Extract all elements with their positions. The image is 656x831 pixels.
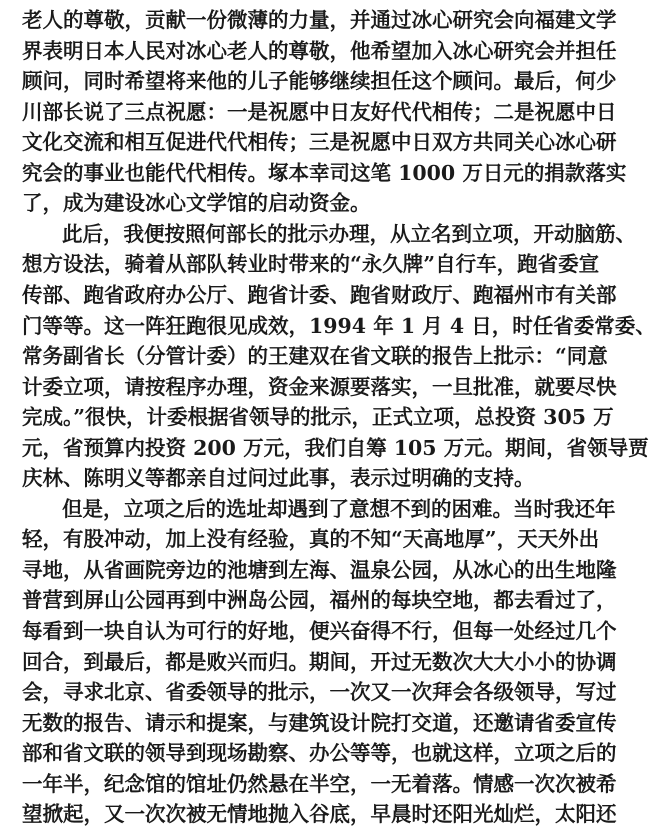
text-line: 庆林、陈明义等都亲自过问过此事，表示过明确的支持。 xyxy=(22,466,535,491)
text-line: 会，寻求北京、省委领导的批示，一次又一次拜会各级领导，写过 xyxy=(22,680,617,705)
text-line: 寻地，从省画院旁边的池塘到左海、温泉公园，从冰心的出生地隆 xyxy=(22,557,617,582)
text-line: 完成。”很快，计委根据省领导的批示，正式立项，总投资 305 万 xyxy=(22,405,614,430)
text-line: 老人的尊敬，贡献一份微薄的力量，并通过冰心研究会向福建文学 xyxy=(22,8,617,32)
document-page xyxy=(22,0,656,827)
text-line: 了，成为建设冰心文学馆的启动资金。 xyxy=(22,191,371,216)
text-line: 无数的报告、请示和提案，与建筑设计院打交道，还邀请省委宣传 xyxy=(22,710,617,735)
text-line: 轻，有股冲动，加上没有经验，真的不知“天高地厚”，天天外出 xyxy=(22,527,600,552)
text-line: 门等等。这一阵狂跑很见成效，1994 年 1 月 4 日，时任省委常委、 xyxy=(22,313,656,338)
text-line: 计委立项，请按程序办理，资金来源要落实，一旦批准，就要尽快 xyxy=(22,374,617,399)
text-line: 一年半，纪念馆的馆址仍然悬在半空，一无着落。情感一次次被希 xyxy=(22,771,617,796)
text-line: 部和省文联的领导到现场勘察、办公等等，也就这样，立项之后的 xyxy=(22,741,617,766)
text-line: 普营到屏山公园再到中洲岛公园，福州的每块空地，都去看过了， xyxy=(22,588,617,613)
text-line: 文化交流和相互促进代代相传；三是祝愿中日双方共同关心冰心研 xyxy=(22,130,617,155)
text-line: 元，省预算内投资 200 万元，我们自筹 105 万元。期间，省领导贾 xyxy=(22,435,649,460)
text-line: 但是，立项之后的选址却遇到了意想不到的困难。当时我还年 xyxy=(62,496,616,521)
text-line: 顾问，同时希望将来他的儿子能够继续担任这个顾问。最后，何少 xyxy=(22,69,617,94)
text-line: 望掀起，又一次次被无情地抛入谷底，早晨时还阳光灿烂，太阳还 xyxy=(22,802,617,827)
text-line: 每看到一块自认为可行的好地，便兴奋得不行，但每一处经过几个 xyxy=(22,619,617,643)
text-line: 回合，到最后，都是败兴而归。期间，开过无数次大大小小的协调 xyxy=(22,649,617,674)
text-line: 川部长说了三点祝愿：一是祝愿中日友好代代相传；二是祝愿中日 xyxy=(22,99,617,124)
text-line: 想方设法，骑着从部队转业时带来的“永久牌”自行车，跑省委宣 xyxy=(22,252,600,277)
text-line: 常务副省长（分管计委）的王建双在省文联的报告上批示：“同意 xyxy=(22,344,608,369)
text-line: 此后，我便按照何部长的批示办理，从立名到立项，开动脑筋、 xyxy=(62,221,636,246)
text-line: 传部、跑省政府办公厅、跑省计委、跑省财政厅、跑福州市有关部 xyxy=(22,282,617,307)
text-line: 究会的事业也能代代相传。塚本幸司这笔 1000 万日元的捐款落实 xyxy=(22,160,627,185)
text-line: 界表明日本人民对冰心老人的尊敬，他希望加入冰心研究会并担任 xyxy=(22,38,617,63)
